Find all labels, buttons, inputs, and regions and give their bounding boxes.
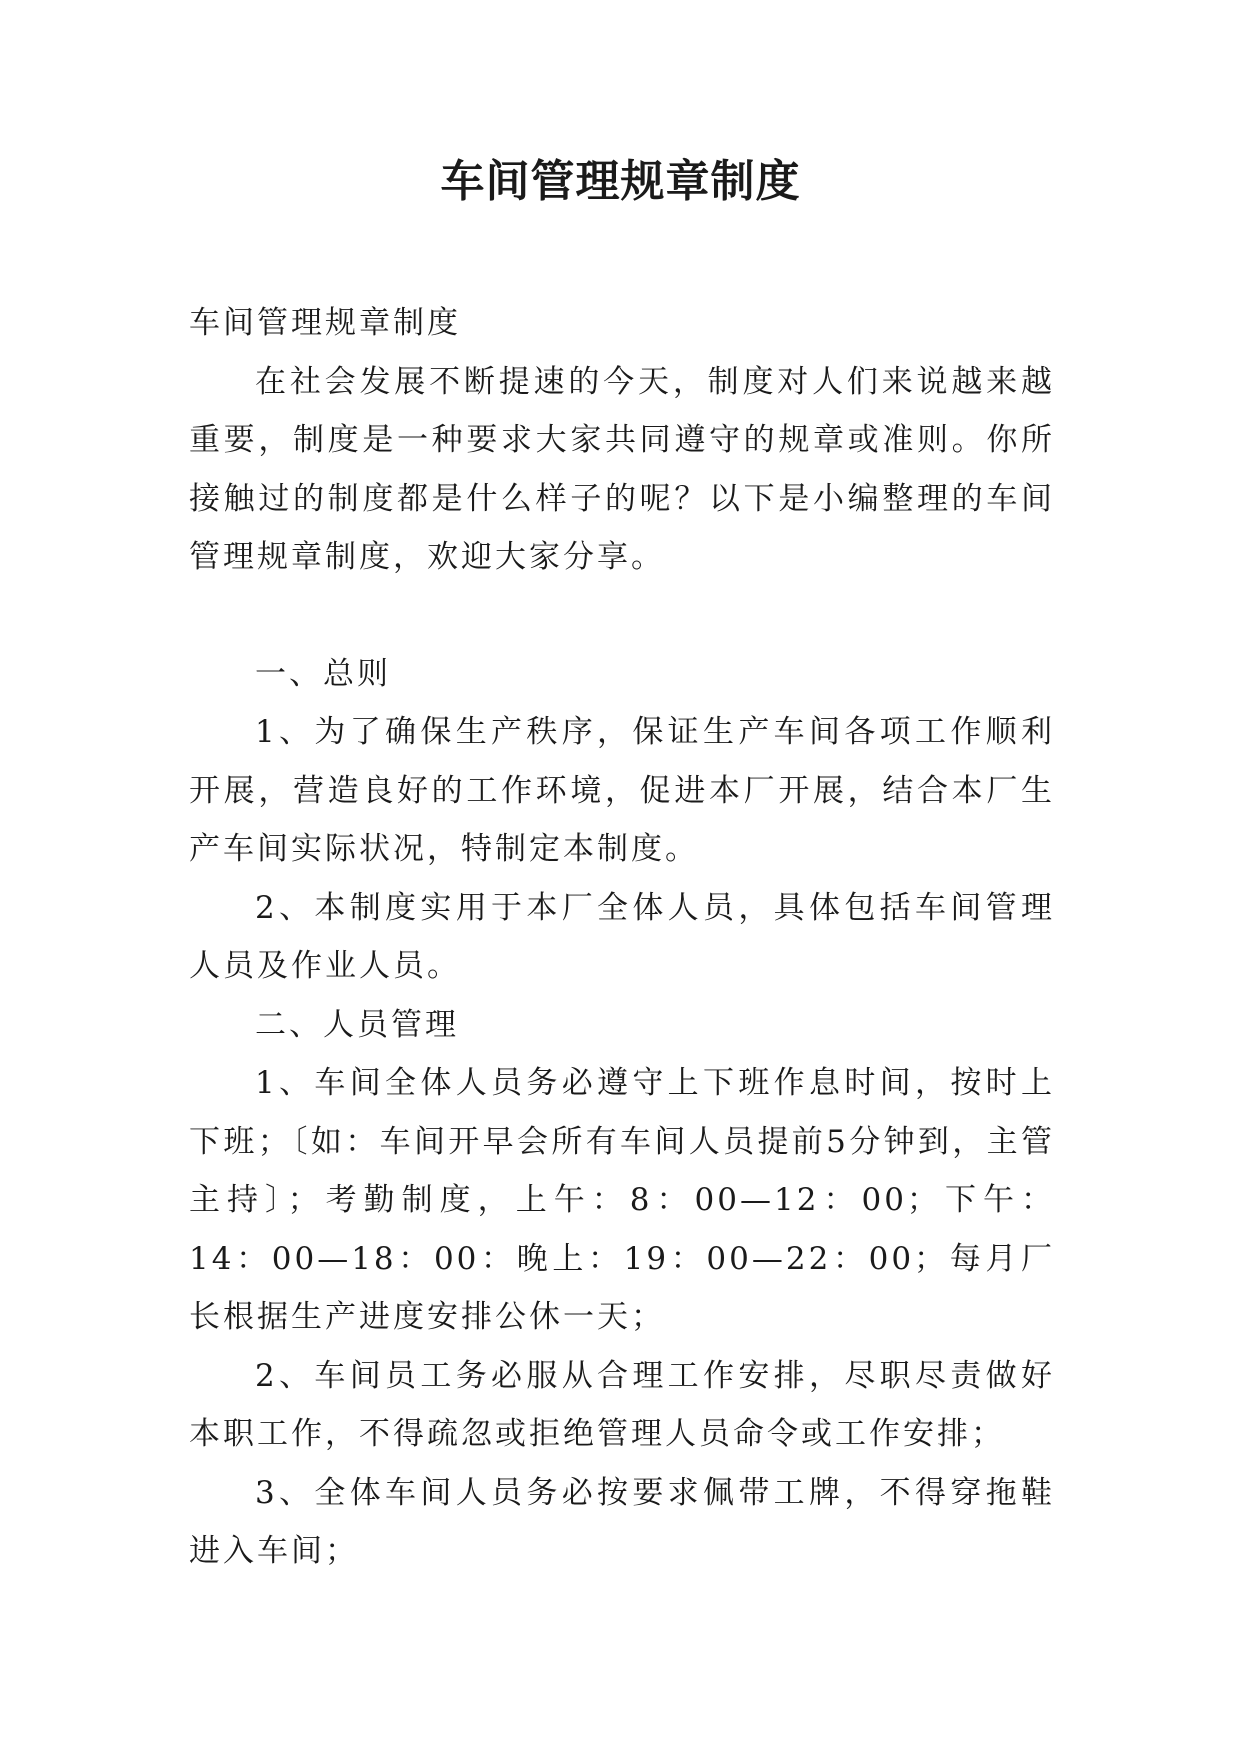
document-title: 车间管理规章制度 <box>440 156 801 207</box>
document-subtitle: 车间管理规章制度 <box>189 305 461 341</box>
general-item-1: 1、为了确保生产秩序，保证生产车间各项工作顺利开展，营造良好的工作环境，促进本厂开展，结合本厂生产车间实际状况，特制定本制度。 <box>189 714 1055 867</box>
document-body <box>189 294 1055 1581</box>
general-item-2: 2、本制度实用于本厂全体人员，具体包括车间管理人员及作业人员。 <box>189 889 1055 984</box>
intro-paragraph: 在社会发展不断提速的今天，制度对人们来说越来越重要，制度是一种要求大家共同遵守的规章或准则。你所接触过的制度都是什么样子的呢？以下是小编整理的车间管理规章制度，欢迎大家分享。 <box>189 363 1055 575</box>
section-spacer <box>189 587 1055 645</box>
personnel-item-2: 2、车间员工务必服从合理工作安排，尽职尽责做好本职工作，不得疏忽或拒绝管理人员命令或工作安排； <box>189 1357 1055 1452</box>
section-heading-personnel: 二、人员管理 <box>255 1006 459 1043</box>
personnel-item-3: 3、全体车间人员务必按要求佩带工牌，不得穿拖鞋进入车间； <box>189 1474 1055 1569</box>
personnel-item-1: 1、车间全体人员务必遵守上下班作息时间，按时上下班；〔如：车间开早会所有车间人员提前5分钟到，主管主持〕；考勤制度，上午：8：00—12：00；下午：14：00—18：00：晚上：19：00—22：00；每月厂长根据生产进度安排公休一天； <box>189 1065 1055 1335</box>
section-heading-general: 一、总则 <box>255 655 391 692</box>
